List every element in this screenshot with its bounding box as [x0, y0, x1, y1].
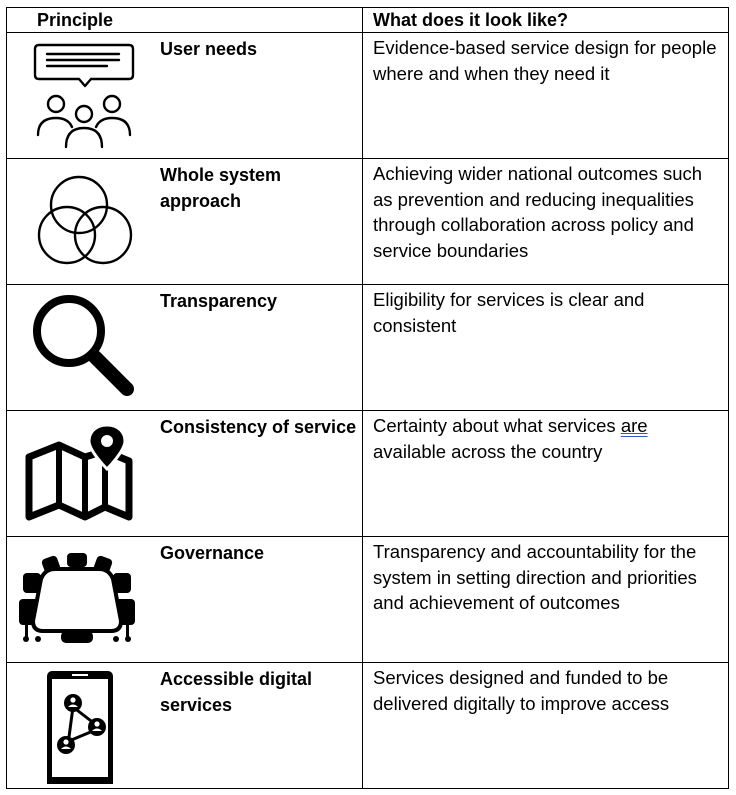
principle-name: Transparency: [160, 291, 278, 311]
description-cell: [363, 33, 729, 159]
principle-name: User needs: [160, 39, 258, 59]
principle-cell: [7, 33, 363, 159]
principle-description: Eligibility for services is clear and consistent: [373, 289, 645, 336]
principles-table: [6, 7, 729, 789]
principle-cell: [7, 537, 363, 663]
principle-name: Governance: [160, 543, 265, 563]
principle-description: Certainty about what services are available across the country: [373, 415, 648, 462]
table-row: [7, 159, 729, 285]
meeting-table-icon: [17, 543, 137, 658]
principle-description: Achieving wider national outcomes such as prevention and reducing inequalities through collaboration across policy and service boundaries: [373, 163, 703, 261]
description-cell: [363, 159, 729, 285]
description-cell: [363, 537, 729, 663]
magnifying-glass-icon: [17, 291, 137, 406]
table-row: [7, 285, 729, 411]
smartphone-network-icon: [17, 669, 137, 784]
speech-bubble-people-icon: [17, 39, 137, 154]
principle-description: Transparency and accountability for the system in setting direction and priorities and achievement of outcomes: [373, 541, 697, 613]
header-principle: Principle: [7, 8, 363, 33]
principle-description: Evidence-based service design for people where and when they need it: [373, 37, 717, 84]
principle-cell: [7, 285, 363, 411]
table-row: [7, 537, 729, 663]
table-row: [7, 663, 729, 789]
description-cell: [363, 285, 729, 411]
principle-name: Consistency of service: [160, 417, 357, 437]
description-cell: [363, 411, 729, 537]
principle-name: Accessible digital services: [160, 669, 313, 715]
map-pin-icon: [17, 417, 137, 532]
table-row: [7, 411, 729, 537]
principle-cell: [7, 411, 363, 537]
principle-cell: [7, 663, 363, 789]
header-look: What does it look like?: [363, 8, 729, 33]
venn-circles-icon: [17, 165, 137, 280]
principle-description: Services designed and funded to be delivered digitally to improve access: [373, 667, 670, 714]
principle-name: Whole system approach: [160, 165, 282, 211]
header-row: [7, 8, 729, 33]
principle-cell: [7, 159, 363, 285]
description-cell: [363, 663, 729, 789]
table-row: [7, 33, 729, 159]
